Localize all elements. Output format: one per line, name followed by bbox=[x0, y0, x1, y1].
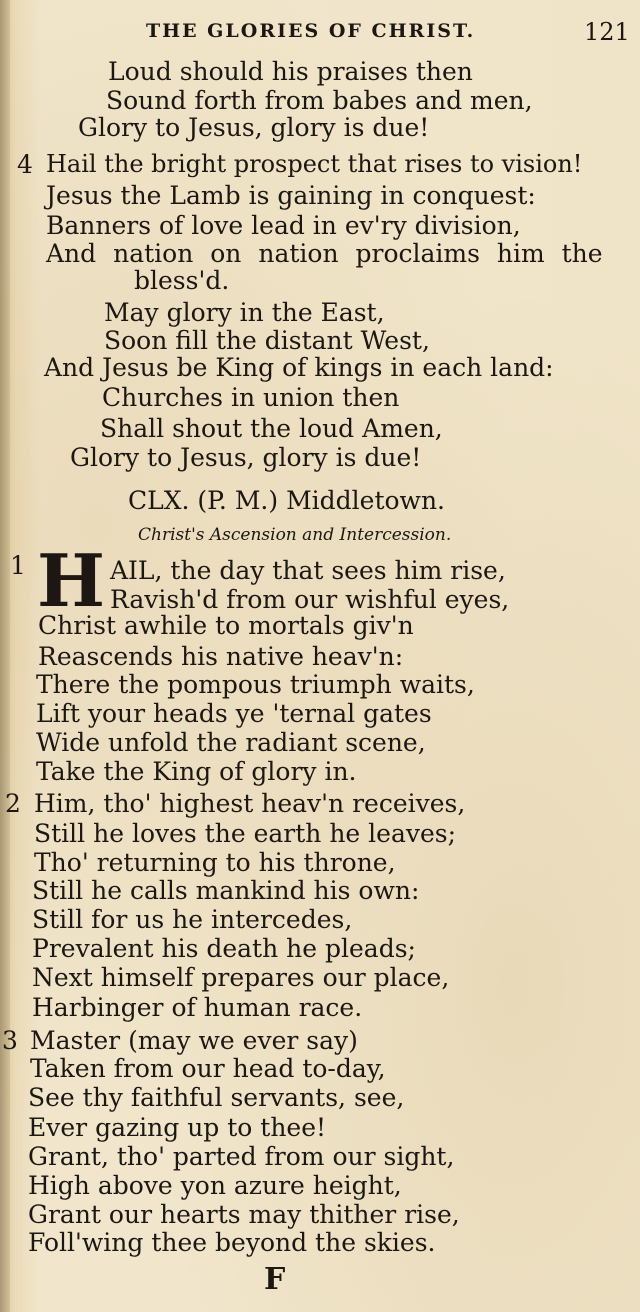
stanza-line: Master (may we ever say) bbox=[30, 1026, 358, 1055]
stanza-line: Grant, tho' parted from our sight, bbox=[28, 1142, 455, 1171]
stanza-line: Harbinger of human race. bbox=[32, 993, 363, 1022]
stanza-line: Him, tho' highest heav'n receives, bbox=[34, 789, 466, 818]
page-gutter bbox=[0, 0, 10, 1312]
stanza-line: Still for us he intercedes, bbox=[32, 905, 353, 934]
verse-number: 2 bbox=[5, 789, 21, 818]
hymn-subtitle: Christ's Ascension and Intercession. bbox=[138, 525, 452, 545]
stanza-line: See thy faithful servants, see, bbox=[28, 1083, 405, 1112]
stanza-line: Foll'wing thee beyond the skies. bbox=[28, 1228, 436, 1257]
stanza-line: Prevalent his death he pleads; bbox=[32, 934, 416, 963]
stanza-line: Lift your heads ye 'ternal gates bbox=[36, 699, 432, 728]
stanza-line: bless'd. bbox=[134, 266, 230, 295]
stanza-line: Christ awhile to mortals giv'n bbox=[38, 611, 414, 640]
stanza-line: Glory to Jesus, glory is due! bbox=[78, 113, 430, 142]
stanza-line: Next himself prepares our place, bbox=[32, 963, 450, 992]
stanza-line: May glory in the East, bbox=[104, 298, 385, 327]
stanza-line: Churches in union then bbox=[102, 383, 400, 412]
verse-number: 3 bbox=[2, 1026, 18, 1055]
stanza-line: Jesus the Lamb is gaining in conquest: bbox=[46, 181, 536, 210]
verse-number: 4 bbox=[17, 150, 33, 179]
stanza-line: Banners of love lead in ev'ry division, bbox=[46, 211, 521, 240]
stanza-line: Shall shout the loud Amen, bbox=[100, 414, 443, 443]
stanza-line: Taken from our head to-day, bbox=[30, 1054, 386, 1083]
page-number: 121 bbox=[584, 18, 630, 46]
verse-number: 1 bbox=[10, 551, 26, 580]
stanza-line: Sound forth from babes and men, bbox=[106, 86, 533, 115]
stanza-line: High above yon azure height, bbox=[28, 1171, 402, 1200]
stanza-line: Soon fill the distant West, bbox=[104, 326, 430, 355]
signature-mark: F bbox=[264, 1262, 286, 1297]
stanza-line: Wide unfold the radiant scene, bbox=[36, 728, 426, 757]
stanza-line: Ravish'd from our wishful eyes, bbox=[110, 585, 510, 614]
stanza-line: And Jesus be King of kings in each land: bbox=[44, 353, 554, 382]
stanza-line: Still he loves the earth he leaves; bbox=[34, 819, 457, 848]
stanza-line: Glory to Jesus, glory is due! bbox=[70, 443, 422, 472]
stanza-line: Hail the bright prospect that rises to vision! bbox=[46, 150, 583, 178]
stanza-line: Tho' returning to his throne, bbox=[34, 848, 396, 877]
stanza-line: Still he calls mankind his own: bbox=[32, 876, 420, 905]
stanza-line: Reascends his native heav'n: bbox=[38, 642, 404, 671]
stanza-line: Take the King of glory in. bbox=[36, 757, 357, 786]
running-header: THE GLORIES OF CHRIST. bbox=[146, 20, 476, 42]
stanza-line: AIL, the day that sees him rise, bbox=[110, 556, 506, 585]
stanza-line: Loud should his praises then bbox=[108, 57, 473, 86]
stanza-line: There the pompous triumph waits, bbox=[36, 670, 475, 699]
hymn-title: CLX. (P. M.) Middletown. bbox=[128, 486, 446, 515]
stanza-line: And nation on nation proclaims him the bbox=[46, 239, 603, 268]
drop-cap: H bbox=[37, 538, 106, 623]
stanza-line: Grant our hearts may thither rise, bbox=[28, 1200, 460, 1229]
stanza-line: Ever gazing up to thee! bbox=[28, 1113, 327, 1142]
